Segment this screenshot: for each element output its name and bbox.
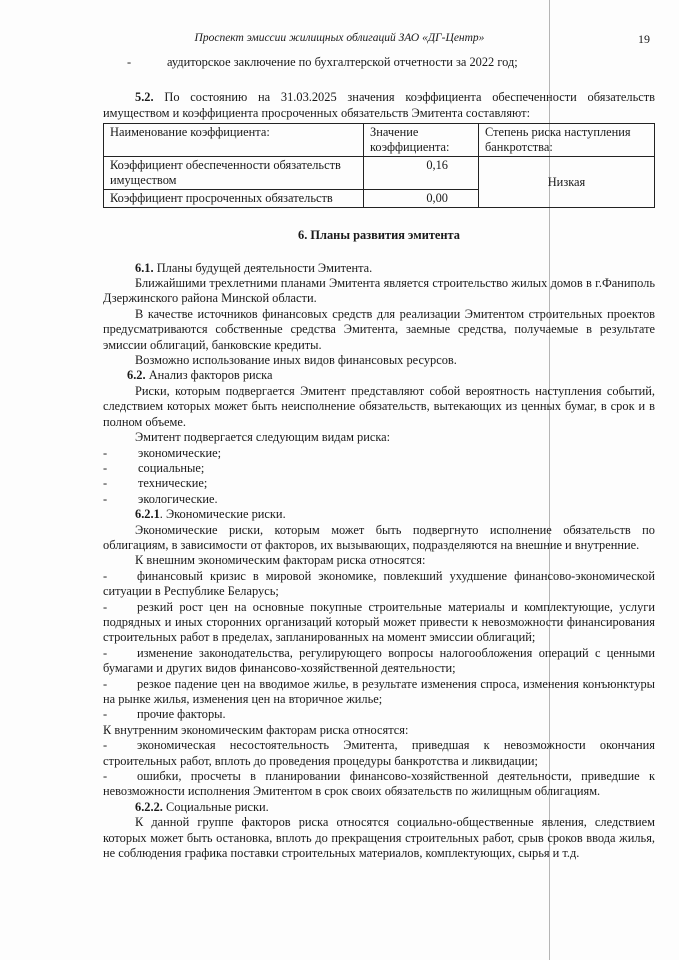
list-item-text: технические; (138, 476, 208, 491)
clause-number: 6.2.1 (135, 507, 160, 522)
list-item-text: аудиторское заключение по бухгалтерской отчетности за 2022 год; (167, 55, 518, 69)
table-cell-value: 0,00 (364, 190, 479, 208)
page-body (103, 55, 655, 861)
table-header-cell: Наименование коэффициента: (104, 124, 364, 157)
list-item-text: изменение законодательства, регулирующего вопросы налогообложения операций с ценными бумагами и других видов финансово-хозяйственной деятельности; (103, 645, 655, 676)
heading-text: Планы будущей деятельности Эмитента. (153, 260, 373, 275)
list-item (103, 446, 655, 461)
list-item-text: экологические. (138, 491, 218, 506)
paragraph: К внутренним экономическим факторам риска относятся: (103, 722, 409, 737)
list-dash: - (127, 55, 132, 69)
table-cell-name: Коэффициент обеспеченности обязательств имуществом (104, 157, 364, 190)
clause-number: 6.2. (127, 368, 146, 383)
list-item-text: резкое падение цен на вводимое жилье, в результате изменения спроса, изменения конъюнктуры на рынке жилья, изменения цен на вторичное жилье; (103, 676, 655, 706)
list-item (103, 569, 655, 600)
list-dash: - (103, 445, 108, 460)
paragraph-5-2 (103, 90, 655, 121)
paragraph: Риски, которым подвергается Эмитент представляют собой вероятность наступления событий, следствием которых может быть неисполнение обязательств, вытекающих из ценных бумаг, в срок и в полном объеме. (103, 383, 655, 429)
page-number: 19 (638, 32, 650, 46)
list-item (103, 646, 655, 677)
clause-number: 6.2.2. (135, 799, 163, 814)
paragraph: Ближайшими трехлетними планами Эмитента является строительство жилых домов в г.Фаниполь Дзержинского района Минской области. (103, 276, 655, 306)
heading-text: Социальные риски. (162, 799, 269, 814)
paragraph: Возможно использование иных видов финансовых ресурсов. (135, 353, 457, 368)
paragraph: В качестве источников финансовых средств для реализации Эмитентом строительных проектов предусматриваются собственные средства Эмитента, заемные средства, получаемые в результате эмиссии облигаций, банковские кредиты. (103, 306, 655, 352)
list-item-text: ошибки, просчеты в планировании финансово-хозяйственной деятельности, приведшие к невозможности исполнения Эмитентом в срок своих обязательств по жилищным облигациям. (103, 769, 655, 799)
table-cell-name: Коэффициент просроченных обязательств (104, 190, 364, 208)
list-item (103, 677, 655, 708)
list-dash: - (103, 645, 108, 660)
list-item (103, 492, 655, 507)
heading-text: . Экономические риски. (159, 507, 286, 522)
table-header-cell: Степень риска наступления банкротства: (479, 124, 655, 157)
paragraph: Экономические риски, которым может быть подвергнуто исполнение обязательств по облигациям, в зависимости от факторов, их вызывающих, подразделяются на внешние и внутренние. (103, 522, 655, 552)
list-dash: - (103, 769, 108, 784)
list-dash: - (103, 476, 108, 491)
list-item-text: резкий рост цен на основные покупные строительные материалы и комплектующие, услуги подрядных и иных сторонних организаций который может привести к невозможности финансирования строительных работ в пределах, запланированных на момент эмиссии облигаций; (103, 599, 655, 645)
paragraph: Эмитент подвергается следующим видам риска: (135, 430, 391, 445)
page-header (0, 32, 679, 48)
list-item-text: прочие факторы. (137, 707, 226, 722)
list-item (103, 600, 655, 646)
list-item (127, 55, 655, 70)
clause-number: 5.2. (135, 90, 154, 105)
table-header-cell: Значение коэффициента: (364, 124, 479, 157)
list-item (103, 738, 655, 769)
table-cell-value: 0,16 (364, 157, 479, 190)
list-item (103, 707, 655, 722)
list-item (103, 461, 655, 476)
clause-number: 6.1. (135, 260, 154, 275)
list-item (103, 769, 655, 800)
table-row (104, 157, 655, 190)
list-dash: - (103, 568, 108, 583)
list-dash: - (103, 676, 108, 691)
list-dash: - (103, 460, 108, 475)
heading-text: Анализ факторов риска (145, 368, 273, 383)
list-item-text: социальные; (138, 460, 205, 475)
list-item-text: финансовый кризис в мировой экономике, повлекший ухудшение финансово-экономической ситуации в Республике Беларусь; (103, 568, 655, 599)
list-dash: - (103, 491, 108, 506)
list-item-text: экономические; (138, 445, 222, 460)
subsection-6-2-heading (103, 368, 655, 383)
paragraph: К данной группе факторов риска относятся социально-общественные явления, следствием которых может быть остановка, вплоть до прекращения строительных работ, срыв сроков ввода жилья, не соблюдения графика поставки строительных материалов, комплектующих, сырья и т.д. (103, 815, 655, 861)
table-header-row (104, 124, 655, 157)
section-title: 6. Планы развития эмитента (298, 228, 460, 243)
list-dash: - (103, 599, 108, 614)
subsection-6-2-1-heading (103, 507, 655, 522)
document-title: Проспект эмиссии жилищных облигаций ЗАО «ДГ-Центр» (194, 32, 485, 44)
table-cell-risk: Низкая (479, 157, 655, 208)
list-dash: - (103, 707, 108, 722)
subsection-6-2-2-heading (103, 800, 655, 815)
coefficients-table (103, 123, 655, 208)
paragraph-text: По состоянию на 31.03.2025 значения коэффициента обеспеченности обязательств имуществом и коэффициента просроченных обязательств Эмитента составляют: (103, 90, 655, 120)
list-item-text: экономическая несостоятельность Эмитента, приведшая к невозможности окончания строительных работ, вплоть до проведения процедуры банкротства и ликвидации; (103, 738, 655, 768)
list-dash: - (103, 738, 108, 753)
paragraph: К внешним экономическим факторам риска относятся: (135, 553, 426, 568)
subsection-6-1-heading (103, 261, 655, 276)
list-item (103, 476, 655, 491)
